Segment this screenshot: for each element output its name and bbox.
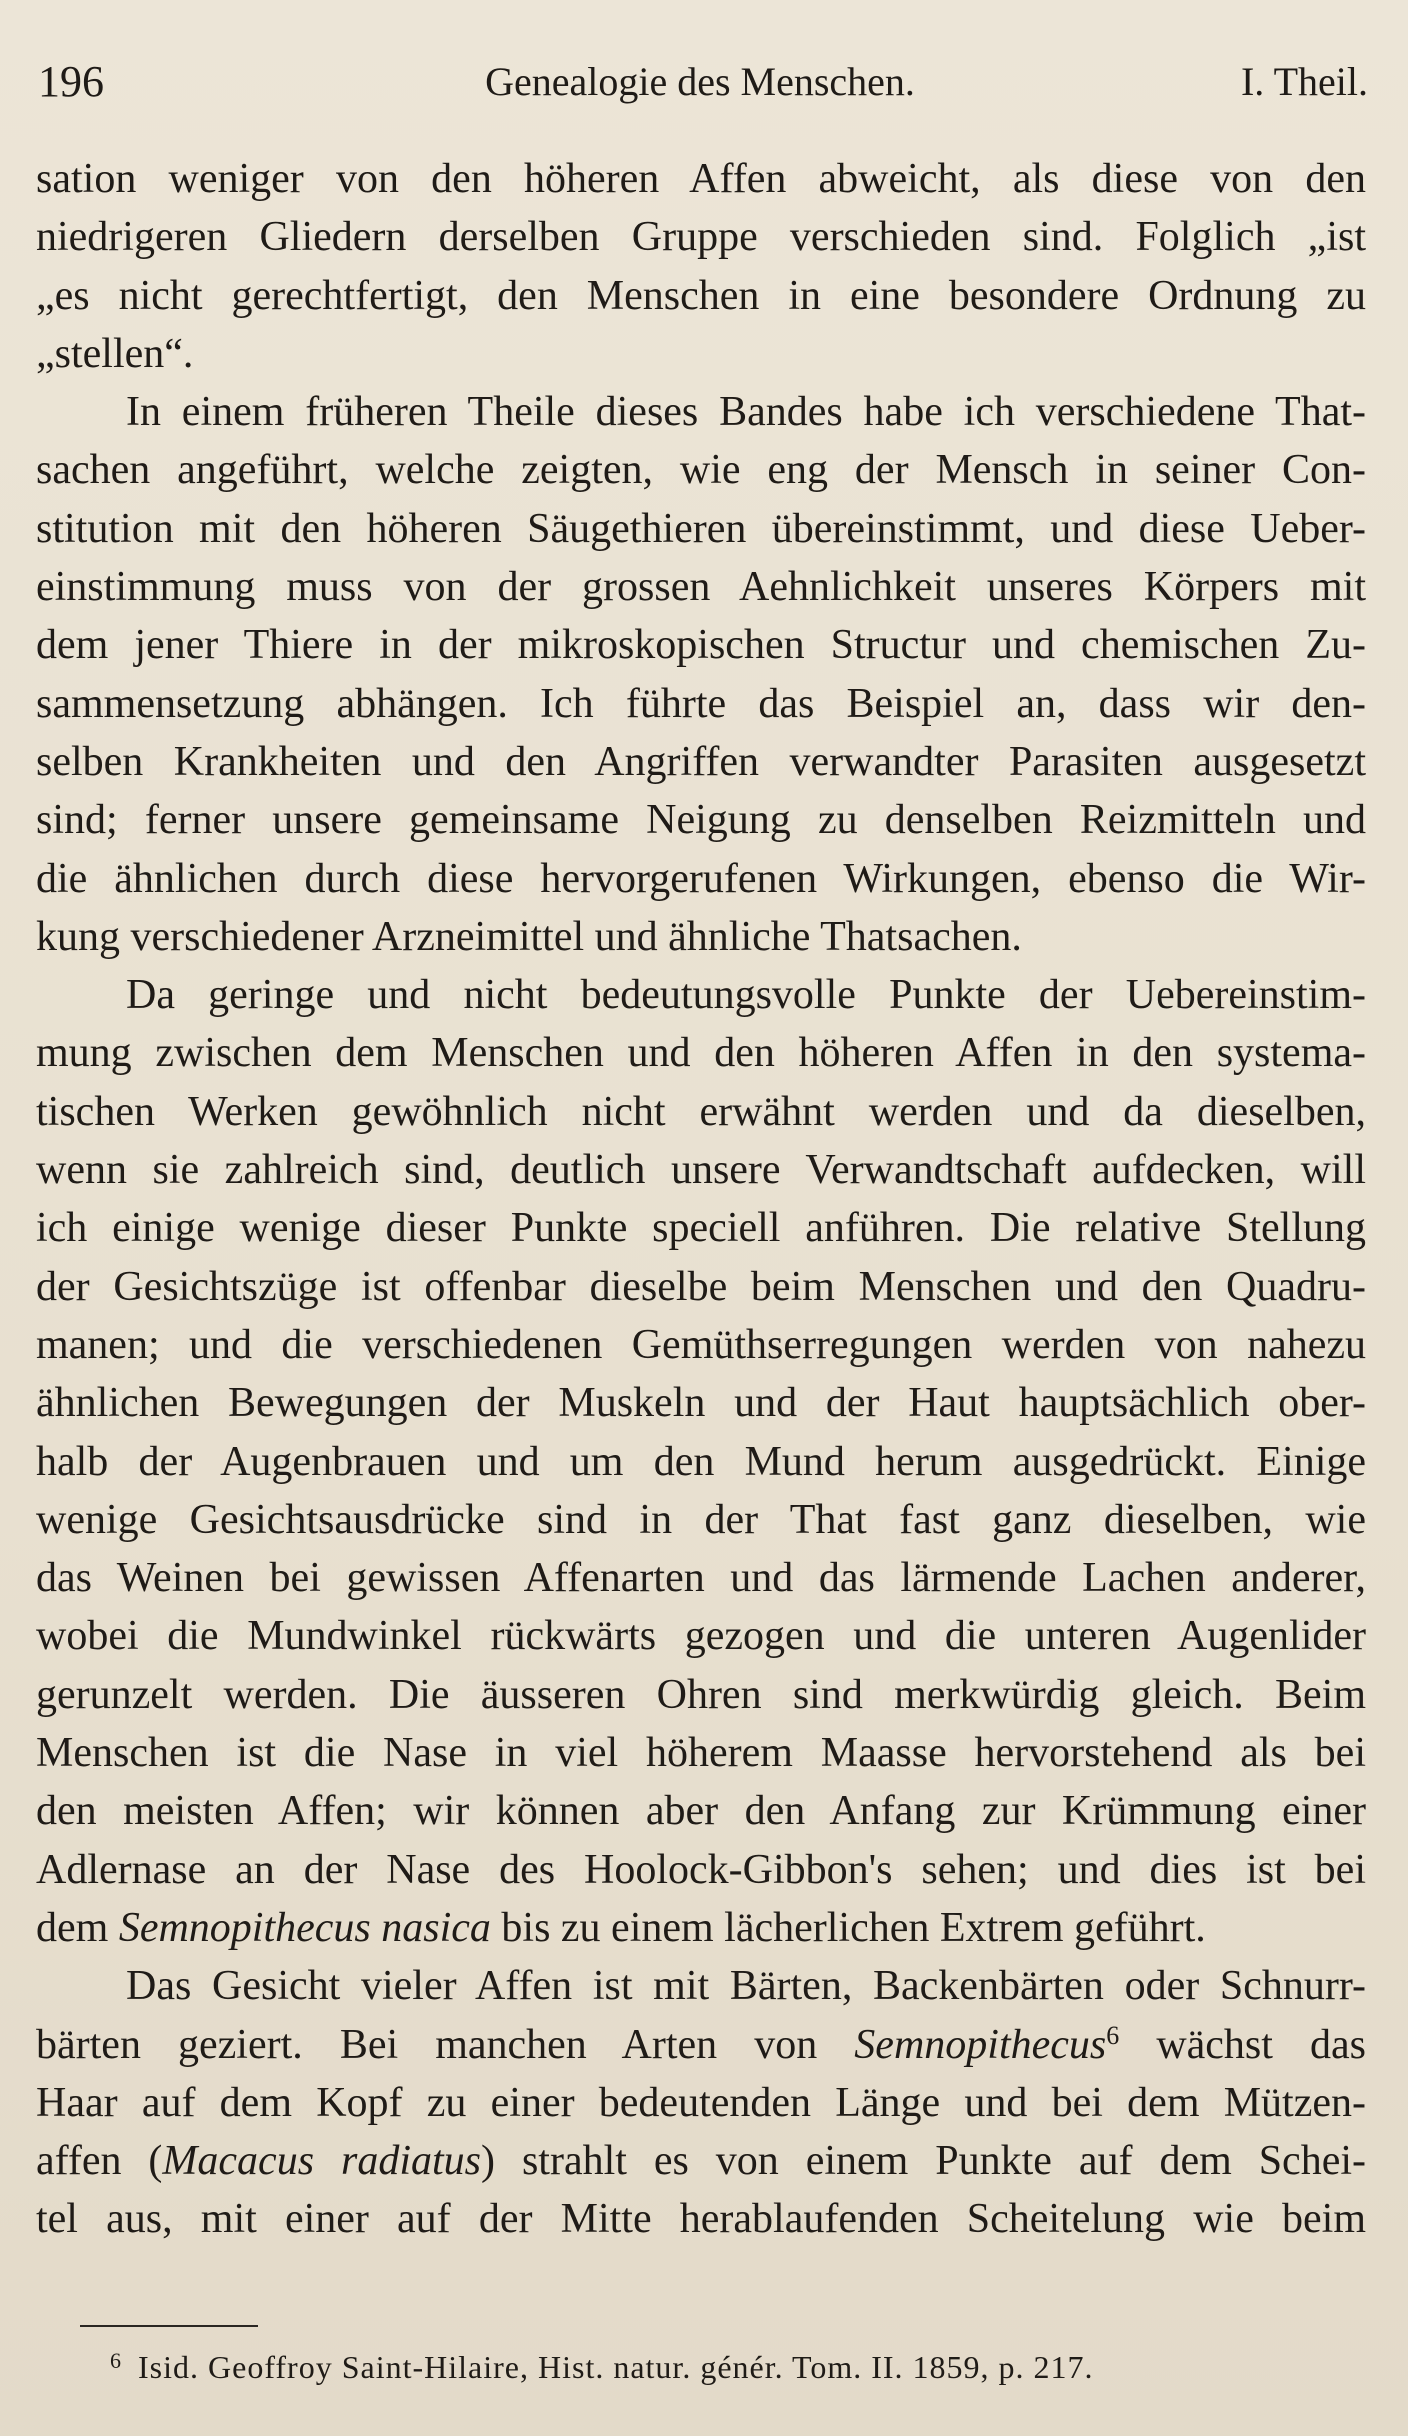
text-line: mung zwischen dem Menschen und den höheren Affen in den systema- bbox=[36, 1030, 1366, 1077]
part-label: I. Theil. bbox=[1240, 59, 1368, 104]
text-line: sind; ferner unsere gemeinsame Neigung zu denselben Reizmitteln und bbox=[36, 797, 1366, 844]
text-line: Haar auf dem Kopf zu einer bedeutenden Länge und bei dem Mützen- bbox=[36, 2079, 1366, 2126]
text-line: einstimmung muss von der grossen Aehnlichkeit unseres Körpers mit bbox=[36, 564, 1366, 611]
text-line: stitution mit den höheren Säugethieren übereinstimmt, und diese Ueber- bbox=[36, 505, 1366, 552]
text-run: bis zu einem lächerlichen Extrem geführt. bbox=[490, 1904, 1206, 1951]
text-line: tel aus, mit einer auf der Mitte herablaufenden Scheitelung wie beim bbox=[36, 2196, 1366, 2243]
species-name: Semnopithecus nasica bbox=[118, 1904, 491, 1951]
text-line: tischen Werken gewöhnlich nicht erwähnt werden und da dieselben, bbox=[36, 1088, 1366, 1135]
page-number: 196 bbox=[38, 57, 104, 106]
text-line bbox=[36, 2132, 1366, 2190]
text-line bbox=[36, 1899, 1366, 1957]
footnote-rule bbox=[80, 2325, 258, 2327]
footnote-text: Isid. Geoffroy Saint-Hilaire, Hist. natur. génér. Tom. II. 1859, p. 217. bbox=[138, 2349, 1094, 2385]
text-line: niedrigeren Gliedern derselben Gruppe verschieden sind. Folglich „ist bbox=[36, 214, 1366, 261]
text-line: wenige Gesichtsausdrücke sind in der That fast ganz dieselben, wie bbox=[36, 1496, 1366, 1543]
text-line: „es nicht gerechtfertigt, den Menschen in eine besondere Ordnung zu bbox=[36, 272, 1366, 319]
paragraph-1 bbox=[36, 150, 1366, 383]
text-line: sammensetzung abhängen. Ich führte das Beispiel an, dass wir den- bbox=[36, 680, 1366, 727]
text-line: selben Krankheiten und den Angriffen verwandter Parasiten ausgesetzt bbox=[36, 738, 1366, 785]
text-run: affen ( bbox=[36, 2138, 163, 2185]
text-line bbox=[36, 2016, 1366, 2074]
species-name: Macacus radiatus bbox=[162, 2138, 482, 2185]
text-run: dem bbox=[36, 1904, 119, 1951]
text-line: gerunzelt werden. Die äusseren Ohren sind merkwürdig gleich. Beim bbox=[36, 1671, 1366, 1718]
genus-name: Semnopithecus bbox=[854, 2021, 1107, 2068]
running-header bbox=[32, 46, 1368, 106]
text-line: der Gesichtszüge ist offenbar dieselbe beim Menschen und den Quadru- bbox=[36, 1263, 1366, 1310]
text-line: halb der Augenbrauen und um den Mund herum ausgedrückt. Einige bbox=[36, 1438, 1366, 1485]
text-run: ) strahlt es von einem Punkte auf dem Schei- bbox=[481, 2138, 1366, 2185]
text-line: ich einige wenige dieser Punkte speciell anführen. Die relative Stellung bbox=[36, 1205, 1366, 1252]
paragraph-3 bbox=[36, 966, 1366, 1957]
text-run: bärten geziert. Bei manchen Arten von bbox=[36, 2021, 855, 2068]
text-line: sachen angeführt, welche zeigten, wie eng der Mensch in seiner Con- bbox=[36, 447, 1366, 494]
running-title: Genealogie des Menschen. bbox=[485, 59, 915, 104]
text-line: dem jener Thiere in der mikroskopischen Structur und chemischen Zu- bbox=[36, 622, 1366, 669]
body-text bbox=[36, 150, 1366, 2249]
text-line: das Weinen bei gewissen Affenarten und das lärmende Lachen anderer, bbox=[36, 1555, 1366, 1602]
text-line: kung verschiedener Arzneimittel und ähnliche Thatsachen. bbox=[36, 913, 1022, 960]
text-line: die ähnlichen durch diese hervorgerufenen Wirkungen, ebenso die Wir- bbox=[36, 855, 1366, 902]
footnote-mark: 6 bbox=[110, 2348, 122, 2373]
text-line: Menschen ist die Nase in viel höherem Maasse hervorstehend als bei bbox=[36, 1730, 1366, 1777]
text-line: sation weniger von den höheren Affen abweicht, als diese von den bbox=[36, 156, 1366, 202]
paragraph-4 bbox=[36, 1957, 1366, 2248]
text-line: den meisten Affen; wir können aber den Anfang zur Krümmung einer bbox=[36, 1788, 1366, 1835]
text-run: wächst das bbox=[1119, 2021, 1366, 2068]
text-line: „stellen“. bbox=[36, 330, 194, 377]
footnote bbox=[110, 2348, 1370, 2386]
text-line: In einem früheren Theile dieses Bandes habe ich verschiedene That- bbox=[126, 389, 1366, 436]
paragraph-2 bbox=[36, 383, 1366, 966]
text-line: wenn sie zahlreich sind, deutlich unsere Verwandtschaft aufdecken, will bbox=[36, 1147, 1366, 1194]
text-line: wobei die Mundwinkel rückwärts gezogen und die unteren Augenlider bbox=[36, 1613, 1366, 1660]
text-line: manen; und die verschiedenen Gemüthserregungen werden von nahezu bbox=[36, 1321, 1366, 1368]
text-line: ähnlichen Bewegungen der Muskeln und der Haut hauptsächlich ober- bbox=[36, 1380, 1366, 1427]
footnote-ref: 6 bbox=[1106, 2020, 1120, 2050]
text-line: Da geringe und nicht bedeutungsvolle Punkte der Uebereinstim- bbox=[126, 972, 1366, 1019]
text-line: Das Gesicht vieler Affen ist mit Bärten, Backenbärten oder Schnurr- bbox=[126, 1963, 1366, 2010]
text-line: Adlernase an der Nase des Hoolock-Gibbon's sehen; und dies ist bei bbox=[36, 1846, 1366, 1893]
